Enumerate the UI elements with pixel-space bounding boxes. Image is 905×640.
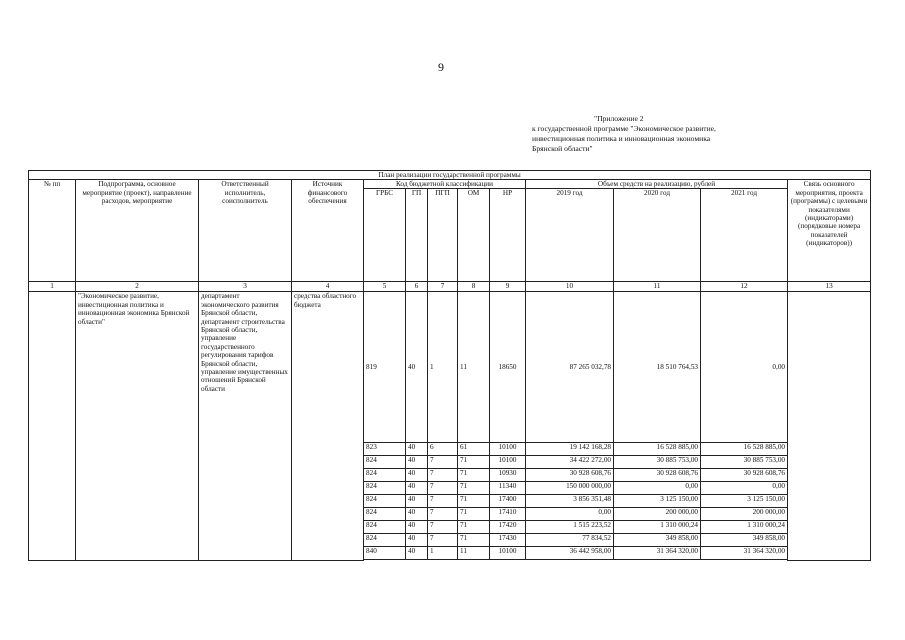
cell-om: 11 <box>458 292 490 443</box>
cell-grbs: 823 <box>364 443 406 456</box>
col-number: 13 <box>788 282 871 292</box>
col-number: 11 <box>614 282 701 292</box>
cell-grbs: 824 <box>364 456 406 469</box>
cell-gp: 40 <box>406 482 428 495</box>
cell-om: 71 <box>458 456 490 469</box>
funding-source: средства областного бюджета <box>292 292 364 561</box>
cell-2019: 3 856 351,48 <box>526 495 614 508</box>
cell-om: 71 <box>458 495 490 508</box>
spacer-cell <box>364 560 406 561</box>
cell-np: 17420 <box>490 521 526 534</box>
cell-2020: 0,00 <box>614 482 701 495</box>
header-grbs: ГРБС <box>364 189 406 282</box>
cell-np: 17400 <box>490 495 526 508</box>
cell-grbs: 819 <box>364 292 406 443</box>
cell-om: 71 <box>458 534 490 547</box>
cell-pgp: 1 <box>428 292 458 443</box>
header-volume: Объем средств на реализацию, рублей <box>526 180 788 189</box>
cell-pgp: 1 <box>428 547 458 560</box>
cell-2021: 16 528 885,00 <box>701 443 788 456</box>
cell-2019: 77 834,52 <box>526 534 614 547</box>
cell-pgp: 7 <box>428 469 458 482</box>
header-pgp: ПГП <box>428 189 458 282</box>
spacer-cell <box>701 560 788 561</box>
appendix-line: "Приложение 2 <box>594 114 644 123</box>
cell-2019: 1 515 223,52 <box>526 521 614 534</box>
cell-np: 10100 <box>490 547 526 560</box>
cell-2021: 349 858,00 <box>701 534 788 547</box>
cell-np: 11340 <box>490 482 526 495</box>
cell-grbs: 824 <box>364 495 406 508</box>
cell-pgp: 6 <box>428 443 458 456</box>
cell-grbs: 840 <box>364 547 406 560</box>
cell-2019: 34 422 272,00 <box>526 456 614 469</box>
appendix-line: инвестиционная политика и инновационная экономика <box>532 134 711 143</box>
spacer-cell <box>490 560 526 561</box>
cell-2019: 150 000 000,00 <box>526 482 614 495</box>
cell-2019: 19 142 168,28 <box>526 443 614 456</box>
col-number: 10 <box>526 282 614 292</box>
cell-gp: 40 <box>406 456 428 469</box>
cell-gp: 40 <box>406 547 428 560</box>
plan-table <box>28 170 871 561</box>
header-budget-code: Код бюджетной классификации <box>364 180 526 189</box>
cell-2021: 30 885 753,00 <box>701 456 788 469</box>
cell-2019: 30 928 608,76 <box>526 469 614 482</box>
cell-np: 18650 <box>490 292 526 443</box>
executor-name: департамент экономического развития Брянской области, департамент строительства Брянской области, управление государственного регулирования тарифов Брянской области, управление имущественных отношений Брянской области <box>199 292 292 561</box>
cell-gp: 40 <box>406 534 428 547</box>
header-2020: 2020 год <box>614 189 701 282</box>
col-number: 12 <box>701 282 788 292</box>
col-number: 4 <box>292 282 364 292</box>
col-number: 3 <box>199 282 292 292</box>
cell-2019: 36 442 958,00 <box>526 547 614 560</box>
cell-np: 10930 <box>490 469 526 482</box>
cell-2021: 0,00 <box>701 292 788 443</box>
col-number: 5 <box>364 282 406 292</box>
cell-gp: 40 <box>406 495 428 508</box>
cell-grbs: 824 <box>364 521 406 534</box>
col-number: 8 <box>458 282 490 292</box>
cell-2021: 3 125 150,00 <box>701 495 788 508</box>
table-title: План реализации государственной программы <box>29 171 871 180</box>
appendix-line: к государственной программе "Экономическое развитие, <box>532 124 716 133</box>
appendix-line: Брянской области" <box>532 144 593 153</box>
cell-2020: 30 928 608,76 <box>614 469 701 482</box>
cell-2021: 0,00 <box>701 482 788 495</box>
cell-2021: 1 310 000,24 <box>701 521 788 534</box>
cell-om: 71 <box>458 521 490 534</box>
cell-om: 71 <box>458 508 490 521</box>
row-num-cell <box>29 292 76 561</box>
appendix-note <box>532 114 792 154</box>
header-source: Источник финансового обеспечения <box>292 180 364 282</box>
cell-gp: 40 <box>406 508 428 521</box>
cell-2020: 30 885 753,00 <box>614 456 701 469</box>
cell-2020: 16 528 885,00 <box>614 443 701 456</box>
cell-2019: 87 265 032,78 <box>526 292 614 443</box>
cell-grbs: 824 <box>364 469 406 482</box>
header-om: ОМ <box>458 189 490 282</box>
cell-pgp: 7 <box>428 456 458 469</box>
cell-gp: 40 <box>406 292 428 443</box>
cell-np: 17410 <box>490 508 526 521</box>
spacer-cell <box>406 560 428 561</box>
cell-2021: 30 928 608,76 <box>701 469 788 482</box>
cell-2019: 0,00 <box>526 508 614 521</box>
header-2019: 2019 год <box>526 189 614 282</box>
header-link: Связь основного мероприятия, проекта (программы) с целевыми показателями (индикаторами) (порядковые номера показателей (индикаторов)) <box>788 180 871 282</box>
cell-np: 10100 <box>490 456 526 469</box>
cell-om: 71 <box>458 482 490 495</box>
cell-pgp: 7 <box>428 495 458 508</box>
header-gp: ГП <box>406 189 428 282</box>
cell-grbs: 824 <box>364 534 406 547</box>
cell-om: 11 <box>458 547 490 560</box>
cell-2020: 18 510 764,53 <box>614 292 701 443</box>
spacer-cell <box>458 560 490 561</box>
cell-pgp: 7 <box>428 534 458 547</box>
cell-gp: 40 <box>406 469 428 482</box>
subprogram-name: "Экономическое развитие, инвестиционная политика и инновационная экономика Брянской области" <box>76 292 199 561</box>
cell-2020: 31 364 320,00 <box>614 547 701 560</box>
indicator-link-cell <box>788 292 871 561</box>
spacer-cell <box>526 560 614 561</box>
spacer-cell <box>614 560 701 561</box>
cell-grbs: 824 <box>364 508 406 521</box>
header-num: № пп <box>29 180 76 282</box>
cell-gp: 40 <box>406 443 428 456</box>
col-number: 9 <box>490 282 526 292</box>
cell-2020: 200 000,00 <box>614 508 701 521</box>
page-number: 9 <box>438 60 444 74</box>
cell-pgp: 7 <box>428 508 458 521</box>
cell-2020: 3 125 150,00 <box>614 495 701 508</box>
spacer-cell <box>428 560 458 561</box>
cell-2021: 31 364 320,00 <box>701 547 788 560</box>
cell-grbs: 824 <box>364 482 406 495</box>
header-np: НР <box>490 189 526 282</box>
header-2021: 2021 год <box>701 189 788 282</box>
cell-2021: 200 000,00 <box>701 508 788 521</box>
cell-2020: 1 310 000,24 <box>614 521 701 534</box>
header-executor: Ответственный исполнитель, соисполнитель <box>199 180 292 282</box>
col-number: 7 <box>428 282 458 292</box>
cell-pgp: 7 <box>428 521 458 534</box>
cell-om: 71 <box>458 469 490 482</box>
header-subprogram: Подпрограмма, основное мероприятие (проект), направление расходов, мероприятие <box>76 180 199 282</box>
col-number: 6 <box>406 282 428 292</box>
cell-np: 10100 <box>490 443 526 456</box>
col-number: 2 <box>76 282 199 292</box>
cell-pgp: 7 <box>428 482 458 495</box>
cell-2020: 349 858,00 <box>614 534 701 547</box>
col-number: 1 <box>29 282 76 292</box>
cell-gp: 40 <box>406 521 428 534</box>
cell-np: 17430 <box>490 534 526 547</box>
cell-om: 61 <box>458 443 490 456</box>
